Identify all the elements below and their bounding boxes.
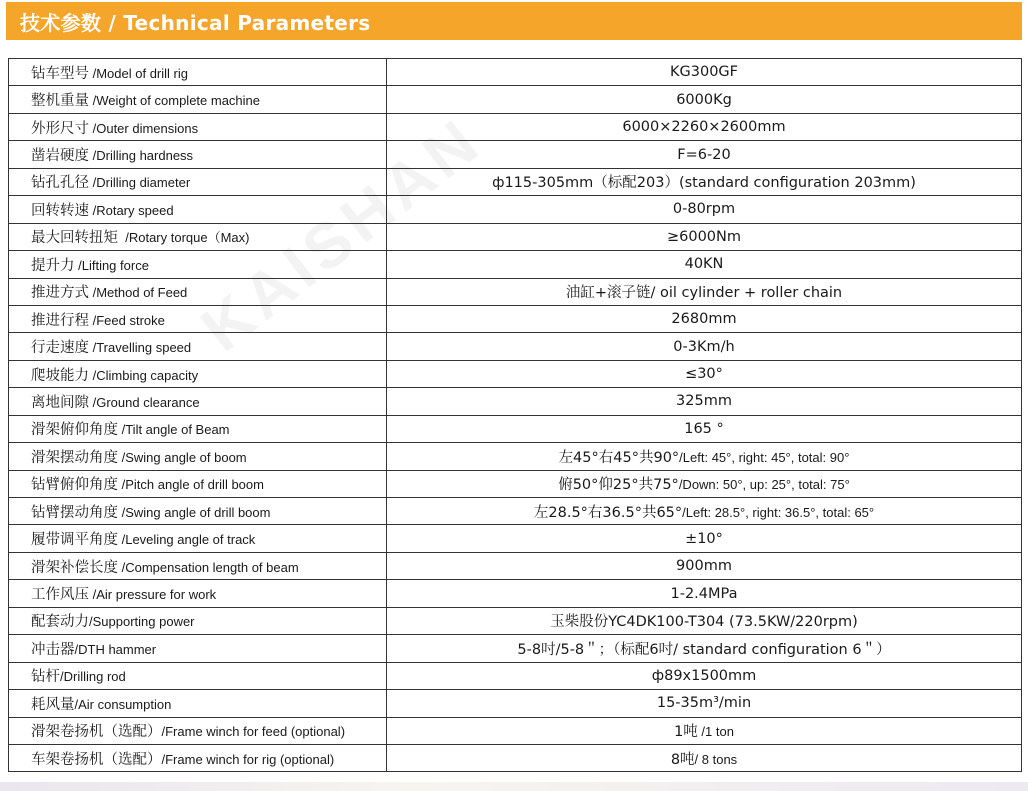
parameter-value-text: 0-80rpm [672,201,736,218]
parameter-label-en: /DTH hammer [74,641,157,657]
table-row [9,662,1022,689]
table-row [9,305,1022,332]
table-row [9,59,1022,86]
parameter-label-zh: 推进方式 [31,285,89,302]
table-row [9,333,1022,360]
parameter-label [9,251,387,278]
parameter-value-text: 玉柴股份YC4DK100-T304 (73.5KW/220rpm) [550,614,858,631]
parameter-label-en: /Compensation length of beam [118,559,299,575]
parameter-label-en: /Pitch angle of drill boom [118,477,264,493]
parameter-value-text: 5-8吋/5-8＂；（标配6吋/ standard configuration 6＂） [517,641,891,658]
parameter-value-text: 40KN [684,256,724,273]
parameter-label-en: /Travelling speed [89,340,192,356]
parameter-value [387,360,1022,387]
section-header [6,2,1022,40]
parameter-value [387,580,1022,607]
parameter-value-text: 油缸+滚子链/ oil cylinder + roller chain [565,285,843,302]
parameter-value [387,251,1022,278]
table-row [9,744,1022,771]
parameter-label-zh: 外形尺寸 [31,120,89,137]
table-row [9,223,1022,250]
table-row [9,113,1022,140]
parameter-label-en: /Climbing capacity [89,367,199,383]
table-row [9,552,1022,579]
parameter-label-zh: 滑架补偿长度 [31,559,118,576]
parameter-label [9,443,387,470]
parameter-label [9,333,387,360]
parameter-value-text: 6000×2260×2600mm [622,119,786,136]
table-row [9,278,1022,305]
parameter-value [387,744,1022,771]
parameter-value-text: KG300GF [670,64,738,81]
parameter-label-zh: 最大回转扭矩 [31,230,118,247]
parameter-label-zh: 回转转速 [31,202,89,219]
parameter-label-en: /Frame winch for rig (optional) [161,751,335,767]
parameter-value-text: ±10° [685,530,723,547]
parameter-label [9,498,387,525]
parameter-value [387,333,1022,360]
parameter-value [387,498,1022,525]
table-row [9,415,1022,442]
parameter-label-zh: 配套动力 [31,614,89,631]
parameter-label-en: /Model of drill rig [89,65,188,81]
parameter-label [9,196,387,223]
parameter-label-zh: 履带调平角度 [31,532,118,549]
parameter-label-en: /Feed stroke [89,312,165,328]
parameter-label [9,607,387,634]
parameter-label-zh: 钻车型号 [31,65,89,82]
parameter-value-text: 2680mm [671,311,737,328]
parameter-value-text: ≥6000Nm [666,228,742,245]
table-row [9,388,1022,415]
parameter-label-zh: 钻孔孔径 [31,175,89,192]
parameter-value-text: 左28.5°右36.5°共65° [533,504,683,521]
parameter-label-en: /Outer dimensions [89,120,199,136]
parameter-label-en: /Rotary torque（Max) [118,230,250,246]
parameter-value-text: 165 ° [684,420,724,437]
parameter-value-note: /Down: 50°, up: 25°, total: 75° [678,477,850,493]
parameter-value-text: ≤30° [685,366,723,383]
parameter-label-en: /Swing angle of boom [118,449,247,465]
table-row [9,360,1022,387]
parameter-value [387,690,1022,717]
parameter-label-zh: 整机重量 [31,93,89,110]
parameter-value [387,278,1022,305]
parameter-value [387,196,1022,223]
parameter-value [387,113,1022,140]
parameter-value [387,635,1022,662]
table-row [9,196,1022,223]
parameter-label [9,690,387,717]
parameter-label-en: /Swing angle of drill boom [118,504,271,520]
parameter-value-text: 8吨 [670,751,695,768]
parameter-label-zh: 冲击器 [31,641,75,658]
parameter-label-zh: 爬坡能力 [31,367,89,384]
parameter-value-note: /1 ton [697,724,734,740]
parameter-value [387,443,1022,470]
parameter-value-text: 1吨 [674,724,698,741]
table-row [9,498,1022,525]
parameter-label-en: /Rotary speed [89,202,174,218]
parameter-value [387,717,1022,744]
parameter-value [387,388,1022,415]
parameter-value [387,415,1022,442]
parameter-label-zh: 离地间隙 [31,394,89,411]
parameter-label [9,744,387,771]
parameter-label [9,470,387,497]
parameter-label-zh: 推进行程 [31,312,89,329]
parameter-label-zh: 滑架卷扬机（选配） [31,724,162,741]
parameter-label-zh: 钻臂俯仰角度 [31,477,118,494]
parameter-label [9,717,387,744]
table-row [9,443,1022,470]
spec-table-body [9,59,1022,772]
parameter-label-zh: 提升力 [31,257,75,274]
parameter-value [387,141,1022,168]
parameter-value-text: 6000Kg [676,91,732,108]
parameter-value [387,525,1022,552]
parameter-label-zh: 耗风量 [31,696,75,713]
parameter-label-en: /Method of Feed [89,285,188,301]
parameter-label [9,86,387,113]
parameter-label-zh: 钻杆 [31,669,60,686]
parameter-label [9,360,387,387]
parameter-value-text: 15-35m³/min [656,695,752,712]
table-row [9,470,1022,497]
parameter-label-en: /Tilt angle of Beam [118,422,230,438]
parameter-label-zh: 行走速度 [31,340,89,357]
parameter-value-text: ф115-305mm（标配203）(standard configuration 203mm) [492,175,916,192]
table-row [9,717,1022,744]
parameter-value [387,168,1022,195]
parameter-label-en: /Lifting force [74,257,149,273]
parameter-label [9,662,387,689]
parameter-label-zh: 滑架俯仰角度 [31,422,118,439]
parameter-value [387,305,1022,332]
parameter-label-zh: 凿岩硬度 [31,148,89,165]
parameter-label [9,580,387,607]
parameter-value [387,607,1022,634]
table-row [9,635,1022,662]
parameter-label [9,415,387,442]
parameter-label [9,113,387,140]
parameter-value-text: ф89x1500mm [651,667,757,684]
parameter-label [9,305,387,332]
spec-table [8,58,1022,772]
parameter-value [387,662,1022,689]
parameter-label [9,635,387,662]
table-row [9,251,1022,278]
parameter-value-text: 1-2.4MPa [670,585,738,602]
parameter-value-text: 0-3Km/h [673,338,735,355]
parameter-label [9,388,387,415]
parameter-label-en: /Leveling angle of track [118,532,256,548]
parameter-value [387,223,1022,250]
parameter-label-zh: 工作风压 [31,587,89,604]
parameter-value [387,86,1022,113]
parameter-label-en: /Drilling hardness [89,148,194,164]
parameter-label-en: /Drilling rod [60,669,126,685]
parameter-label-en: /Ground clearance [89,394,200,410]
parameter-label-zh: 钻臂摆动角度 [31,504,118,521]
table-row [9,168,1022,195]
table-row [9,580,1022,607]
parameter-label-en: /Weight of complete machine [89,93,261,109]
parameter-label-zh: 滑架摆动角度 [31,449,118,466]
parameter-label [9,223,387,250]
table-row [9,525,1022,552]
parameter-value [387,552,1022,579]
parameter-value-note: / 8 tons [694,751,738,767]
parameter-value-note: /Left: 45°, right: 45°, total: 90° [679,449,850,465]
parameter-label-en: /Frame winch for feed (optional) [161,724,346,740]
section-title: 技术参数 / Technical Parameters [20,10,371,35]
parameter-value-text: 左45°右45°共90° [558,449,680,466]
parameter-label-zh: 车架卷扬机（选配） [31,751,162,768]
parameter-value [387,59,1022,86]
parameter-label [9,59,387,86]
table-row [9,690,1022,717]
table-row [9,86,1022,113]
parameter-value [387,470,1022,497]
parameter-label [9,168,387,195]
parameter-label-en: /Air pressure for work [89,587,217,603]
parameter-value-text: F=6-20 [677,146,731,163]
table-row [9,607,1022,634]
table-row [9,141,1022,168]
parameter-label [9,525,387,552]
parameter-value-text: 900mm [676,558,732,575]
parameter-label-en: /Drilling diameter [89,175,191,191]
parameter-label [9,552,387,579]
parameter-label-en: /Supporting power [89,614,195,630]
parameter-value-text: 325mm [676,393,732,410]
parameter-value-note: /Left: 28.5°, right: 36.5°, total: 65° [682,504,875,520]
parameter-label [9,278,387,305]
parameter-label-en: /Air consumption [74,696,172,712]
parameter-label [9,141,387,168]
footer-band [0,782,1028,791]
parameter-value-text: 俯50°仰25°共75° [558,477,679,494]
